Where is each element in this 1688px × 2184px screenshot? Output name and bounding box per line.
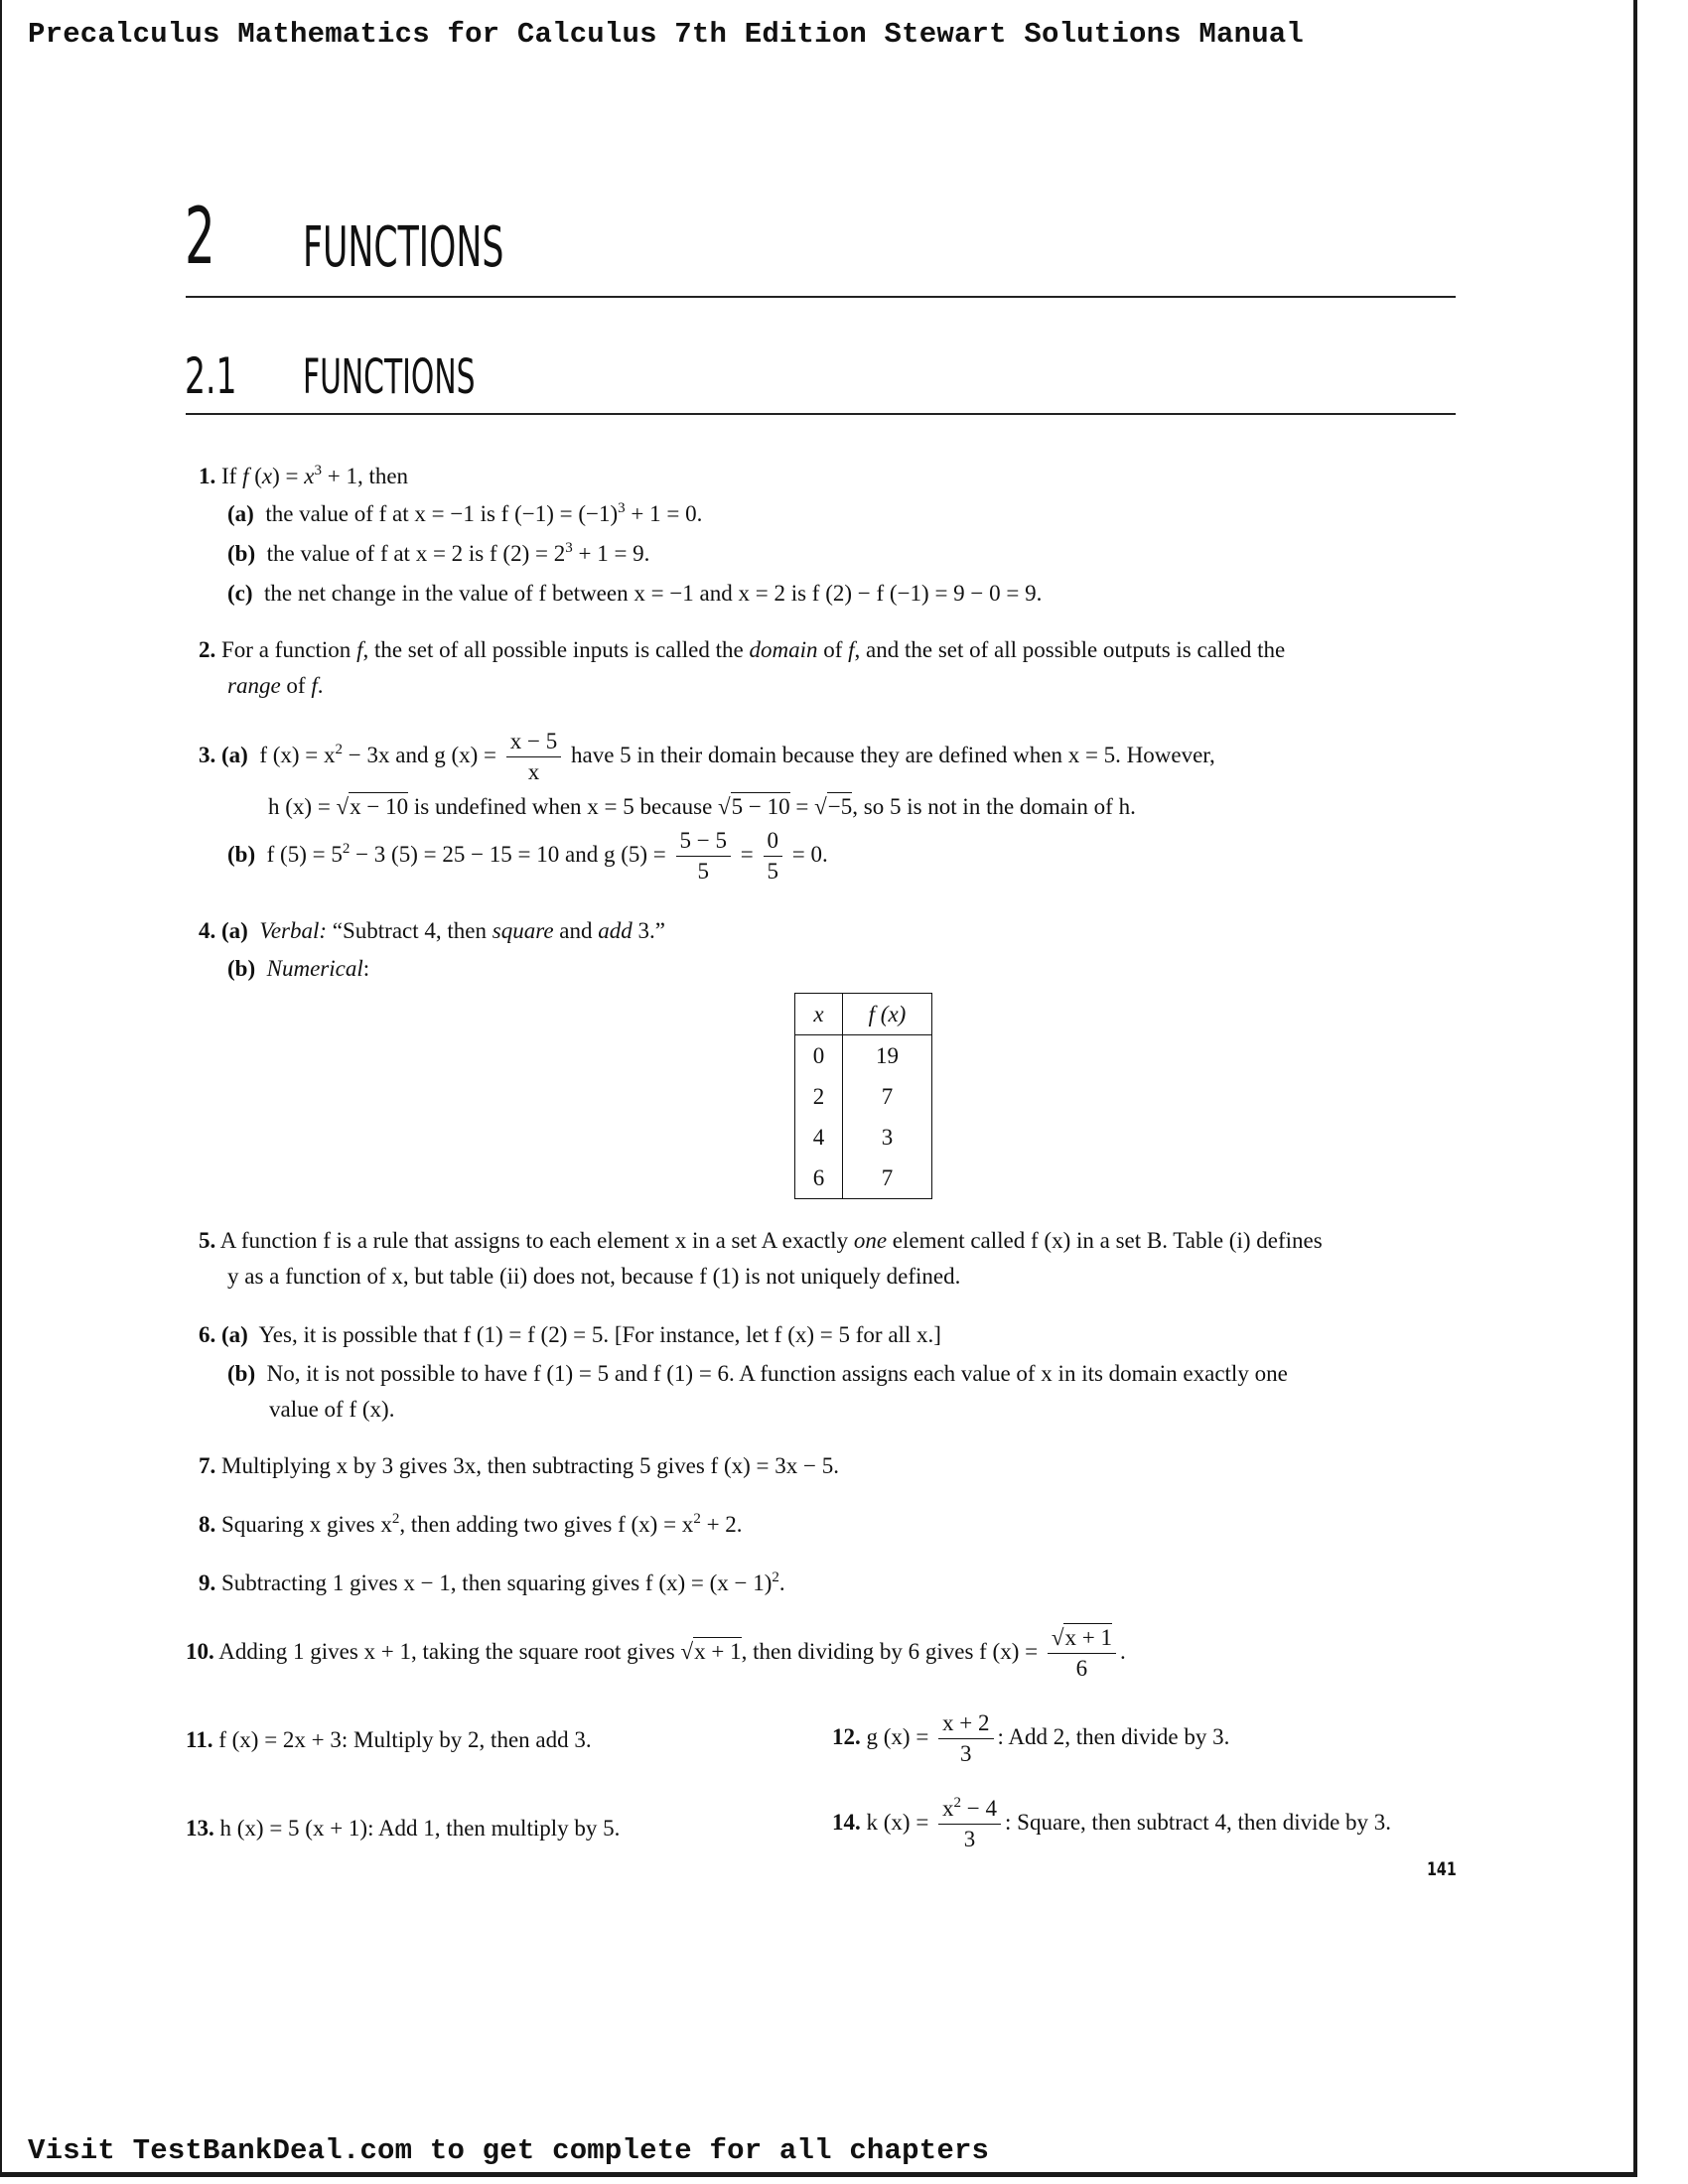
problem-3b: (b) f $(5) = 5^2 - 3$ (5) = 25 − 15 = 10 and g (5) = $\frac{5 - 5}{5}$ = $\frac{0}{5}$ = 0. [227, 828, 828, 885]
problem-13: 13. h (x) = 5 (x + 1): Add 1, then multiply by 5. [186, 1816, 621, 1841]
problem-6a: 6. (a) Yes, it is possible that f (1) = f (2) = 5. [For instance, let f (x) = 5 for all x.] [199, 1322, 941, 1347]
problem-2-cont: range of f. [227, 673, 324, 698]
footer-banner: Visit TestBankDeal.com to get complete for all chapters [28, 2134, 990, 2167]
function-values-table [794, 993, 932, 1199]
fraction: $\frac{x^2 - 4}{3}$ [938, 1797, 1001, 1851]
chapter-rule [186, 296, 1456, 298]
fraction: $\frac{√x + 1}{6}$ [1048, 1626, 1116, 1681]
problem-3a-cont: h (x) = √x − 10 is undefined when x = 5 because √5 − 10 = √−5, so 5 is not in the domain of h. [268, 794, 1136, 819]
fraction: $\frac{x + 2}{3}$ [938, 1711, 993, 1766]
table-header-row: x f (x) [795, 994, 932, 1035]
problem-1a: (a) the value of f at x = −1 is f $(-1) = (-1)^3 + 1 = 0$. [227, 500, 703, 526]
problem-4a: 4. (a) Verbal: “Subtract 4, then square and add 3.” [199, 918, 665, 943]
problem-9: 9. Subtracting 1 gives x − 1, then squaring gives f $(x) = (x - 1)^2$. [199, 1570, 785, 1595]
problem-6b: (b) No, it is not possible to have f (1) = 5 and f (1) = 6. A function assigns each value of x in its domain exactly one [227, 1361, 1288, 1386]
chapter-title: FUNCTIONS [303, 215, 504, 280]
fraction: $\frac{5 - 5}{5}$ [676, 829, 731, 884]
problem-12: 12. g (x) = $\frac{x + 2}{3}$ : Add 2, then divide by 3. [832, 1710, 1230, 1767]
section-title: FUNCTIONS [303, 349, 476, 405]
problem-6b-cont: value of f (x). [269, 1397, 395, 1422]
fraction: $\frac{x - 5}{x}$ [506, 730, 561, 784]
table-row: 2 7 [795, 1076, 932, 1117]
problem-3a: 3. (a) f $(x) = x^2 - 3x$ and g (x) = $\frac{x - 5}{x}$ have 5 in their domain because they are defined when x = 5. However, [199, 729, 1215, 785]
problem-8: 8. Squaring x gives $x^2$, then adding two gives f $(x) = x^2 + 2$. [199, 1511, 743, 1537]
problem-11: 11. f (x) = 2x + 3: Multiply by 2, then add 3. [186, 1727, 592, 1752]
fraction: $\frac{0}{5}$ [764, 829, 783, 884]
header-banner: Precalculus Mathematics for Calculus 7th Edition Stewart Solutions Manual [28, 18, 1305, 51]
problem-14: 14. k (x) = $\frac{x^2 - 4}{3}$ : Square, then subtract 4, then divide by 3. [832, 1795, 1392, 1852]
chapter-number: 2 [185, 193, 215, 282]
problem-5-cont: y as a function of x, but table (ii) does not, because f (1) is not uniquely defined. [227, 1264, 961, 1289]
page-number: 141 [1427, 1858, 1457, 1880]
problem-7: 7. Multiplying x by 3 gives 3x, then subtracting 5 gives f (x) = 3x − 5. [199, 1453, 839, 1478]
problem-4b: (b) Numerical: [227, 956, 370, 981]
section-number: 2.1 [185, 347, 237, 405]
problem-1: 1. If f $(x) = x^3 + 1$, then [199, 463, 409, 488]
table-row: 0 19 [795, 1035, 932, 1077]
problem-10: 10. Adding 1 gives x + 1, taking the square root gives √x + 1, then dividing by 6 gives f (x) = $\frac{√x + 1}{6}$ . [186, 1625, 1126, 1682]
problem-1b: (b) the value of f at x = 2 is f $(2) = 2^3 + 1 = 9$. [227, 540, 650, 566]
section-rule [186, 413, 1456, 415]
problem-2: 2. For a function f, the set of all possible inputs is called the domain of f, and the set of all possible outputs is called the [199, 637, 1286, 662]
table-row: 4 3 [795, 1117, 932, 1158]
problem-1c: (c) the net change in the value of f between x = −1 and x = 2 is f (2) − f (−1) = 9 − 0 = 9. [227, 581, 1043, 606]
table-row: 6 7 [795, 1158, 932, 1199]
problem-5: 5. A function f is a rule that assigns to each element x in a set A exactly one element called f (x) in a set B. Table (i) defines [199, 1228, 1323, 1253]
